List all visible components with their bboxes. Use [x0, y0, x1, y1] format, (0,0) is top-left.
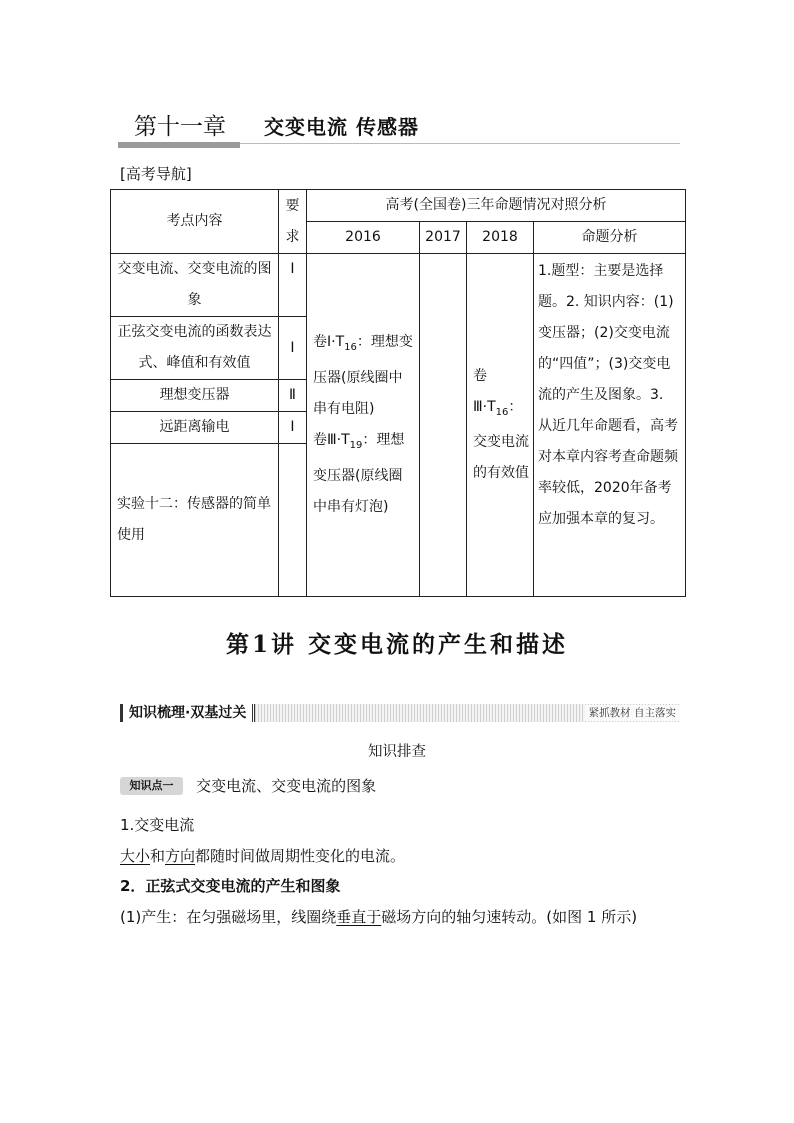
knowledge-point-badge: 知识点一	[120, 777, 183, 795]
requirement-cell: Ⅰ	[279, 254, 307, 317]
item-2-title: 2．正弦式交变电流的产生和图象	[120, 877, 341, 895]
knowledge-point-title: 交变电流、交变电流的图象	[196, 777, 377, 795]
chapter-title: 交变电流 传感器	[264, 115, 419, 139]
requirement-cell	[279, 444, 307, 597]
chapter-header	[118, 110, 680, 148]
topic-cell: 正弦交变电流的函数表达式、峰值和有效值	[111, 317, 279, 380]
topic-cell: 远距离输电	[111, 412, 279, 444]
chapter-underline	[118, 142, 240, 148]
topic-cell: 实验十二：传感器的简单使用	[111, 444, 279, 597]
chapter-number: 第十一章	[134, 114, 226, 140]
section-bar	[120, 704, 680, 722]
lecture-title: 第1讲 交变电流的产生和描述	[225, 631, 568, 658]
header-2016: 2016	[307, 222, 420, 254]
requirement-cell: Ⅰ	[279, 317, 307, 380]
guide-label: [高考导航]	[120, 165, 192, 183]
header-2018: 2018	[467, 222, 534, 254]
topic-cell: 理想变压器	[111, 380, 279, 412]
section-tagline: 紧抓教材 自主落实	[585, 705, 680, 721]
header-analysis: 命题分析	[534, 222, 686, 254]
header-topic: 考点内容	[111, 190, 279, 254]
topic-cell: 交变电流、交变电流的图象	[111, 254, 279, 317]
cell-2018: 卷 $Ⅲ\cdot T_{16}$：交变电流的有效值	[467, 254, 534, 597]
header-analysis-group: 高考(全国卷)三年命题情况对照分析	[307, 190, 686, 222]
item-2-body: (1)产生：在匀强磁场里，线圈绕垂直于磁场方向的轴匀速转动。(如图 1 所示)	[120, 908, 638, 926]
chapter-rule	[240, 143, 680, 144]
cell-2016: 卷$Ⅰ\cdot T_{16}$：理想变压器(原线圈中串有电阻) 卷$Ⅲ\cdot T_{19}$：理想变压器(原线圈中串有灯泡)	[307, 254, 420, 597]
knowledge-point	[120, 775, 376, 797]
requirement-cell: Ⅱ	[279, 380, 307, 412]
exam-guide-table	[110, 189, 686, 597]
header-2017: 2017	[420, 222, 467, 254]
item-1-body: 大小和方向都随时间做周期性变化的电流。	[120, 847, 406, 865]
cell-analysis: 1.题型：主要是选择题。2. 知识内容：(1)变压器；(2)交变电流的“四值”；(3)交变电流的产生及图象。3. 从近几年命题看，高考对本章内容考查命题频率较低，2020年备考应加强本章的复习。	[534, 254, 686, 597]
cell-2017	[420, 254, 467, 597]
section-title: 知识梳理·双基过关	[120, 704, 255, 722]
item-1-title: 1.交变电流	[120, 816, 195, 834]
requirement-cell: Ⅰ	[279, 412, 307, 444]
subheading: 知识排查	[368, 744, 426, 760]
header-requirement: 要求	[279, 190, 307, 254]
